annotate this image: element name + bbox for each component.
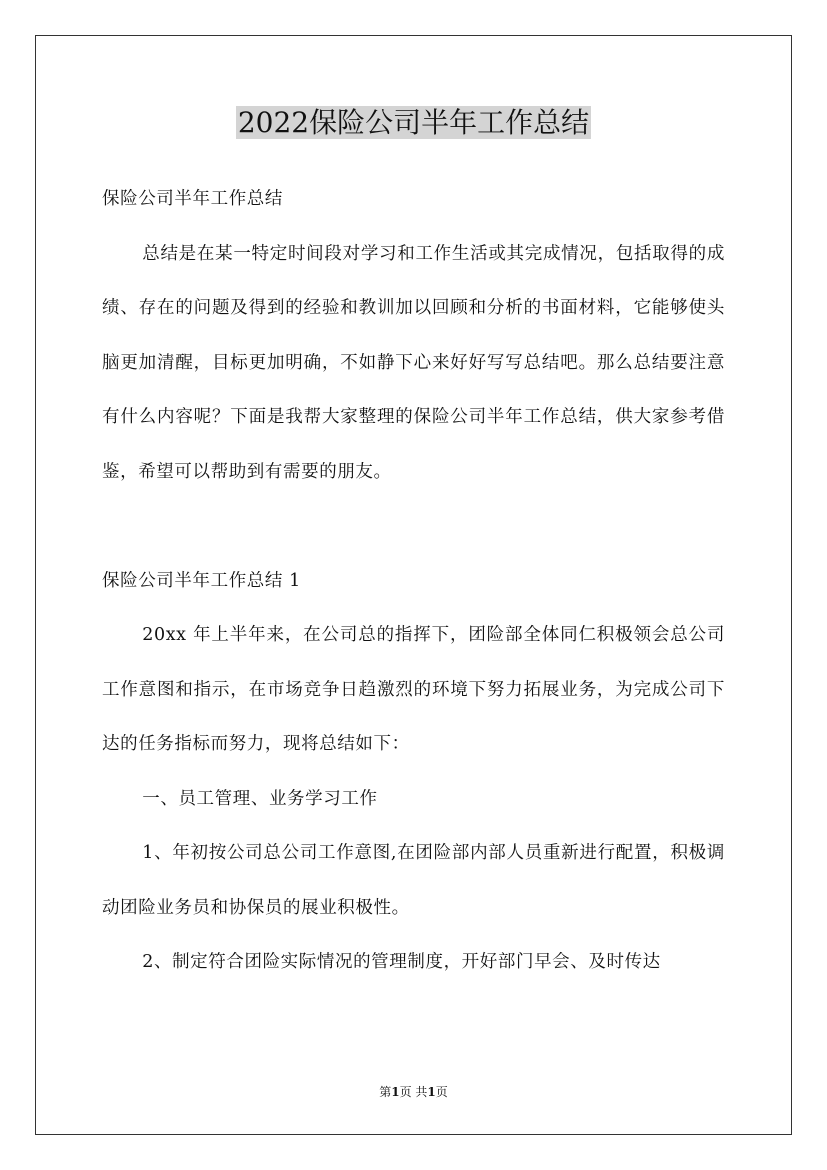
page-number: 1	[391, 1085, 400, 1099]
document-title	[0, 103, 827, 143]
page-suffix: 页	[435, 1085, 448, 1099]
subheading-staff-management: 一、员工管理、业务学习工作	[142, 788, 378, 809]
blank-line	[102, 499, 725, 554]
list-item-2: 2、制定符合团险实际情况的管理制度，开好部门早会、及时传达	[142, 952, 661, 972]
section-heading-intro: 保险公司半年工作总结	[102, 189, 283, 209]
section-heading-1: 保险公司半年工作总结 1	[102, 570, 301, 591]
document-title-text: 2022保险公司半年工作总结	[237, 106, 590, 139]
page-total: 1	[427, 1085, 436, 1099]
page-prefix: 第	[379, 1085, 392, 1099]
summary-paragraph: 20xx 年上半年来，在公司总的指挥下，团险部全体同仁积极领会总公司工作意图和指示，在市场竞争日趋激烈的环境下努力拓展业务，为完成公司下达的任务指标而努力，现将总结如下：	[102, 625, 725, 754]
page-mid: 页 共	[399, 1085, 428, 1099]
document-body	[102, 172, 725, 990]
page-footer	[0, 1083, 827, 1101]
intro-paragraph: 总结是在某一特定时间段对学习和工作生活或其完成情况，包括取得的成绩、存在的问题及得到的经验和教训加以回顾和分析的书面材料，它能够使头脑更加清醒，目标更加明确，不如静下心来好好写写总结吧。那么总结要注意有什么内容呢？下面是我帮大家整理的保险公司半年工作总结，供大家参考借鉴，希望可以帮助到有需要的朋友。	[102, 243, 725, 482]
list-item-1: 1、年初按公司总公司工作意图,在团险部内部人员重新进行配置，积极调动团险业务员和协保员的展业积极性。	[102, 843, 725, 918]
